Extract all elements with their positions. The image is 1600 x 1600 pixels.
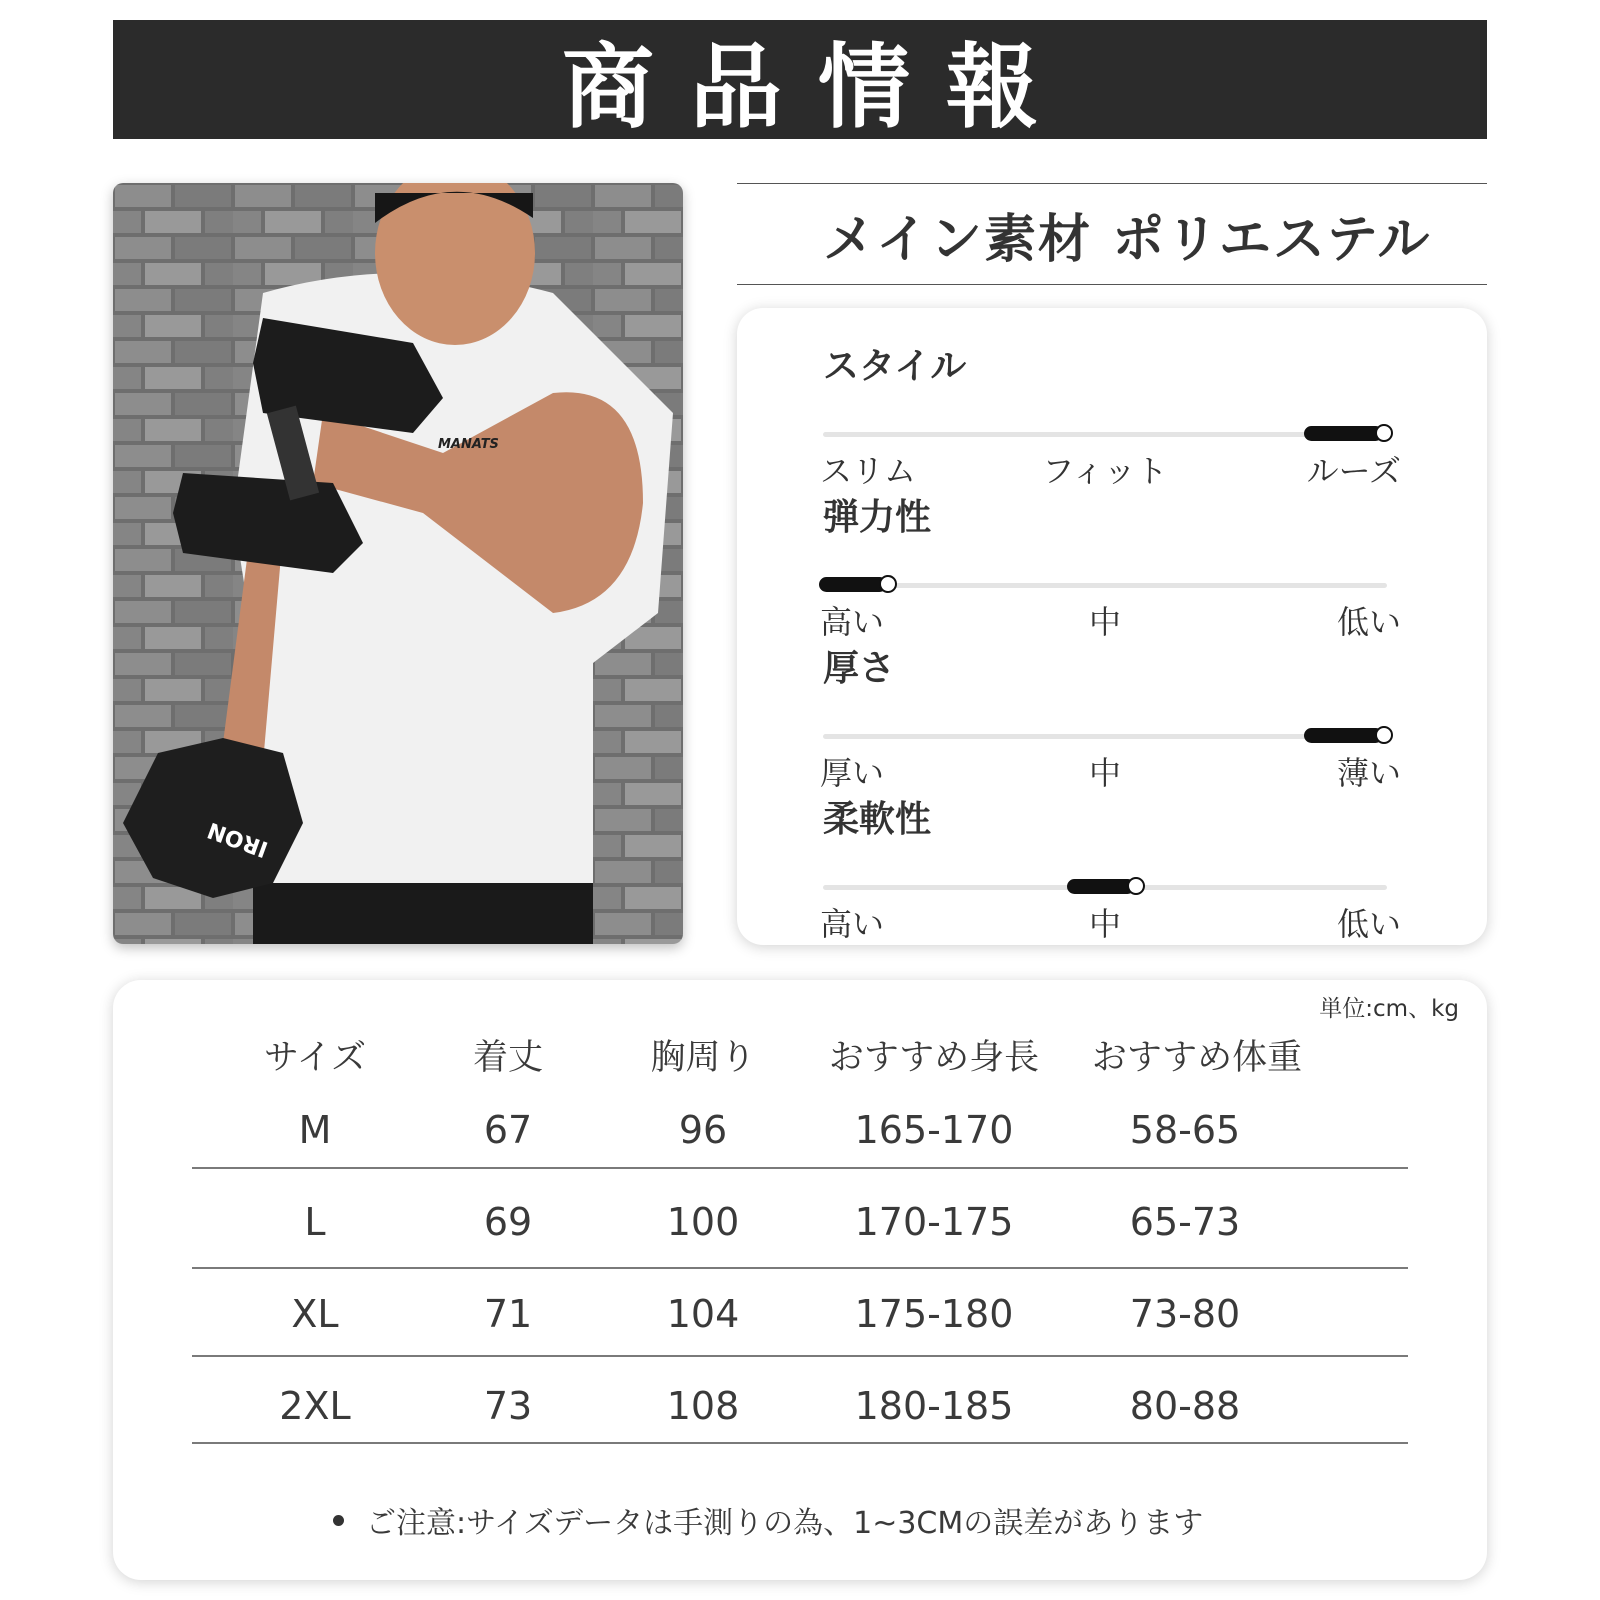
row-divider: [192, 1167, 1408, 1169]
row-divider: [192, 1442, 1408, 1444]
table-cell: 73: [483, 1384, 533, 1428]
attributes-card: [737, 308, 1487, 945]
size-note: [333, 1498, 1203, 1542]
slider-knob: [1127, 877, 1145, 895]
attribute-label: スタイル: [823, 346, 967, 387]
material-text: メイン素材 ポリエステル: [823, 209, 1432, 270]
table-cell: 71: [483, 1292, 533, 1336]
scale-mid: 中: [1088, 905, 1122, 943]
table-cell: 65-73: [1129, 1200, 1241, 1244]
table-cell: 108: [666, 1384, 740, 1428]
scale-low: 高い: [820, 603, 885, 641]
row-divider: [192, 1355, 1408, 1357]
unit-label: 単位:cm、kg: [1319, 996, 1459, 1022]
table-cell: L: [304, 1200, 326, 1244]
header-size: サイズ: [263, 1038, 367, 1078]
attribute-label: 厚さ: [823, 648, 896, 689]
scale-high: 低い: [1336, 905, 1401, 943]
bullet-icon: [333, 1515, 344, 1526]
scale-mid: 中: [1088, 754, 1122, 792]
table-cell: 170-175: [854, 1200, 1014, 1244]
header-chest: 胸周り: [650, 1038, 756, 1078]
attribute-elasticity: [820, 489, 1401, 641]
shirt-logo: MANATS: [438, 437, 499, 452]
table-cell: XL: [291, 1292, 339, 1336]
slider-knob: [1375, 424, 1393, 442]
table-cell: 58-65: [1129, 1108, 1241, 1152]
header-height: おすすめ身長: [828, 1038, 1040, 1078]
slider-fill: [1304, 728, 1383, 743]
product-photo: [113, 183, 683, 944]
shorts: [253, 883, 593, 944]
table-cell: 104: [666, 1292, 740, 1336]
table-cell: 100: [666, 1200, 740, 1244]
scale-mid: フィット: [1042, 452, 1168, 490]
scale-high: 低い: [1336, 603, 1401, 641]
scale-low: スリム: [820, 452, 917, 490]
attribute-thickness: [820, 640, 1401, 792]
table-cell: M: [298, 1108, 332, 1152]
scale-high: 薄い: [1336, 754, 1401, 792]
table-cell: 69: [483, 1200, 533, 1244]
attribute-flexibility: [820, 791, 1401, 943]
note-text: ご注意:サイズデータは手測りの為、1~3CMの誤差があります: [366, 1506, 1204, 1541]
table-cell: 175-180: [854, 1292, 1014, 1336]
table-cell: 67: [483, 1108, 533, 1152]
slider-fill: [1067, 879, 1135, 894]
slider-knob: [879, 575, 897, 593]
slider-track: [823, 432, 1387, 437]
dumbbell-label: IRON: [204, 816, 272, 862]
table-cell: 180-185: [854, 1384, 1014, 1428]
scale-low: 厚い: [820, 754, 885, 792]
header-length: 着丈: [472, 1038, 544, 1078]
row-divider: [192, 1267, 1408, 1269]
table-cell: 2XL: [279, 1384, 351, 1428]
slider-fill: [819, 577, 887, 592]
scale-high: ルーズ: [1306, 452, 1401, 490]
slider-track: [823, 734, 1387, 739]
size-table-card: [113, 980, 1487, 1580]
scale-low: 高い: [820, 905, 885, 943]
slider-track: [823, 583, 1387, 588]
scale-mid: 中: [1088, 603, 1122, 641]
table-cell: 165-170: [854, 1108, 1014, 1152]
header-weight: おすすめ体重: [1091, 1038, 1303, 1078]
table-cell: 80-88: [1129, 1384, 1241, 1428]
table-cell: 73-80: [1129, 1292, 1241, 1336]
slider-fill: [1304, 426, 1383, 441]
attribute-label: 柔軟性: [823, 799, 932, 840]
slider-knob: [1375, 726, 1393, 744]
attribute-style: [820, 338, 1401, 490]
header-bar: [113, 20, 1487, 139]
attribute-label: 弾力性: [823, 497, 932, 538]
page-title: 商品情報: [561, 33, 1074, 141]
table-cell: 96: [678, 1108, 728, 1152]
material-section: [737, 183, 1487, 285]
